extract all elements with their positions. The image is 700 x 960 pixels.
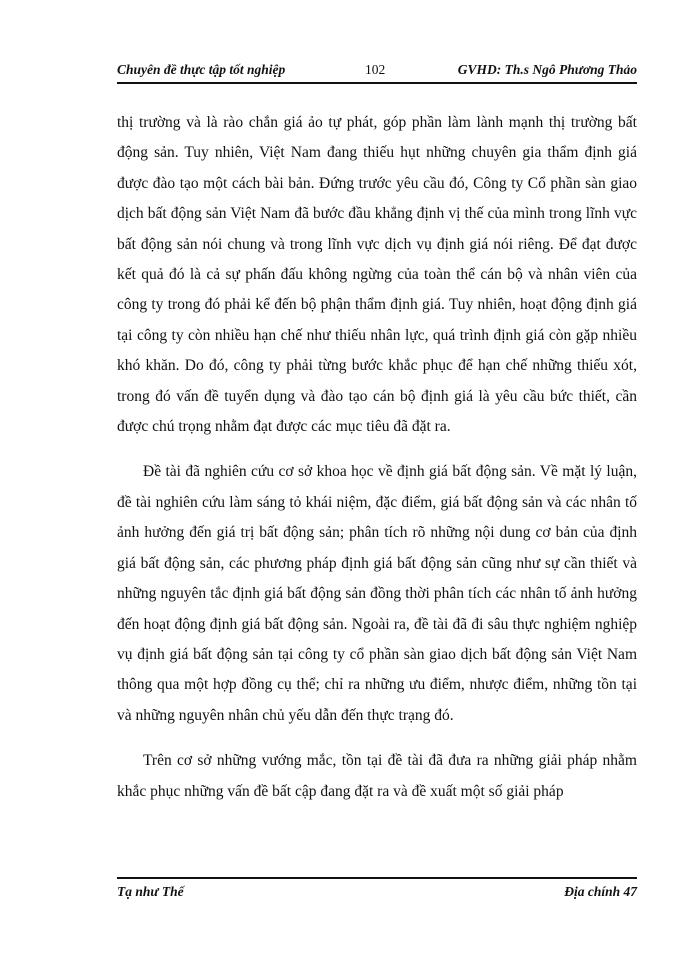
page-header — [117, 58, 637, 82]
footer-class: Địa chính 47 — [564, 884, 637, 899]
header-rule — [117, 82, 637, 84]
footer-rule — [117, 877, 637, 879]
paragraph-1: thị trường và là rào chắn giá ảo tự phát, góp phần làm lành mạnh thị trường bất động sản. Tuy nhiên, Việt Nam đang thiếu hụt những chuyên gia thẩm định giá được đào tạo một cách bài bản. Đứng trước yêu cầu đó, Công ty Cổ phần sàn giao dịch bất động sản Việt Nam đã bước đầu khẳng định vị thế của mình trong lĩnh vực bất động sản nói chung và trong lĩnh vực dịch vụ định giá nói riêng. Để đạt được kết quả đó là cả sự phấn đấu không ngừng của toàn thể cán bộ và nhân viên của công ty trong đó phải kể đến bộ phận thẩm định giá. Tuy nhiên, hoạt động định giá tại công ty còn nhiều hạn chế như thiếu nhân lực, quá trình định giá còn gặp nhiều khó khăn. Do đó, công ty phải từng bước khắc phục để hạn chế những thiếu xót, trong đó vấn đề tuyển dụng và đào tạo cán bộ định giá là yêu cầu bức thiết, cần được chú trọng nhằm đạt được các mục tiêu đã đặt ra. — [117, 114, 637, 436]
paragraph-2: Đề tài đã nghiên cứu cơ sở khoa học về định giá bất động sản. Về mặt lý luận, đề tài nghiên cứu làm sáng tỏ khái niệm, đặc điểm, giá bất động sản và các nhân tố ảnh hưởng đến giá trị bất động sản; phân tích rõ những nội dung cơ bản của định giá bất động sản, các phương pháp định giá bất động sản cũng như sự cần thiết và những nguyên tắc định giá bất động sản đồng thời phân tích các nhân tố ảnh hưởng đến hoạt động định giá bất động sản. Ngoài ra, đề tài đã đi sâu thực nghiệm nghiệp vụ định giá bất động sản tại công ty cổ phần sàn giao dịch bất động sản Việt Nam thông qua một hợp đồng cụ thể; chỉ ra những ưu điểm, nhược điểm, những tồn tại và những nguyên nhân chủ yếu dẫn đến thực trạng đó. — [117, 463, 637, 724]
footer-author: Tạ như Thế — [117, 884, 184, 899]
page-footer — [117, 880, 637, 904]
page-number: 102 — [365, 62, 386, 77]
header-title: Chuyên đề thực tập tốt nghiệp — [117, 62, 286, 77]
header-advisor: GVHD: Th.s Ngô Phương Thảo — [457, 62, 637, 77]
document-body — [117, 108, 637, 822]
paragraph-3: Trên cơ sở những vướng mắc, tồn tại đề tài đã đưa ra những giải pháp nhằm khắc phục những vấn đề bất cập đang đặt ra và đề xuất một số giải pháp — [117, 752, 637, 800]
